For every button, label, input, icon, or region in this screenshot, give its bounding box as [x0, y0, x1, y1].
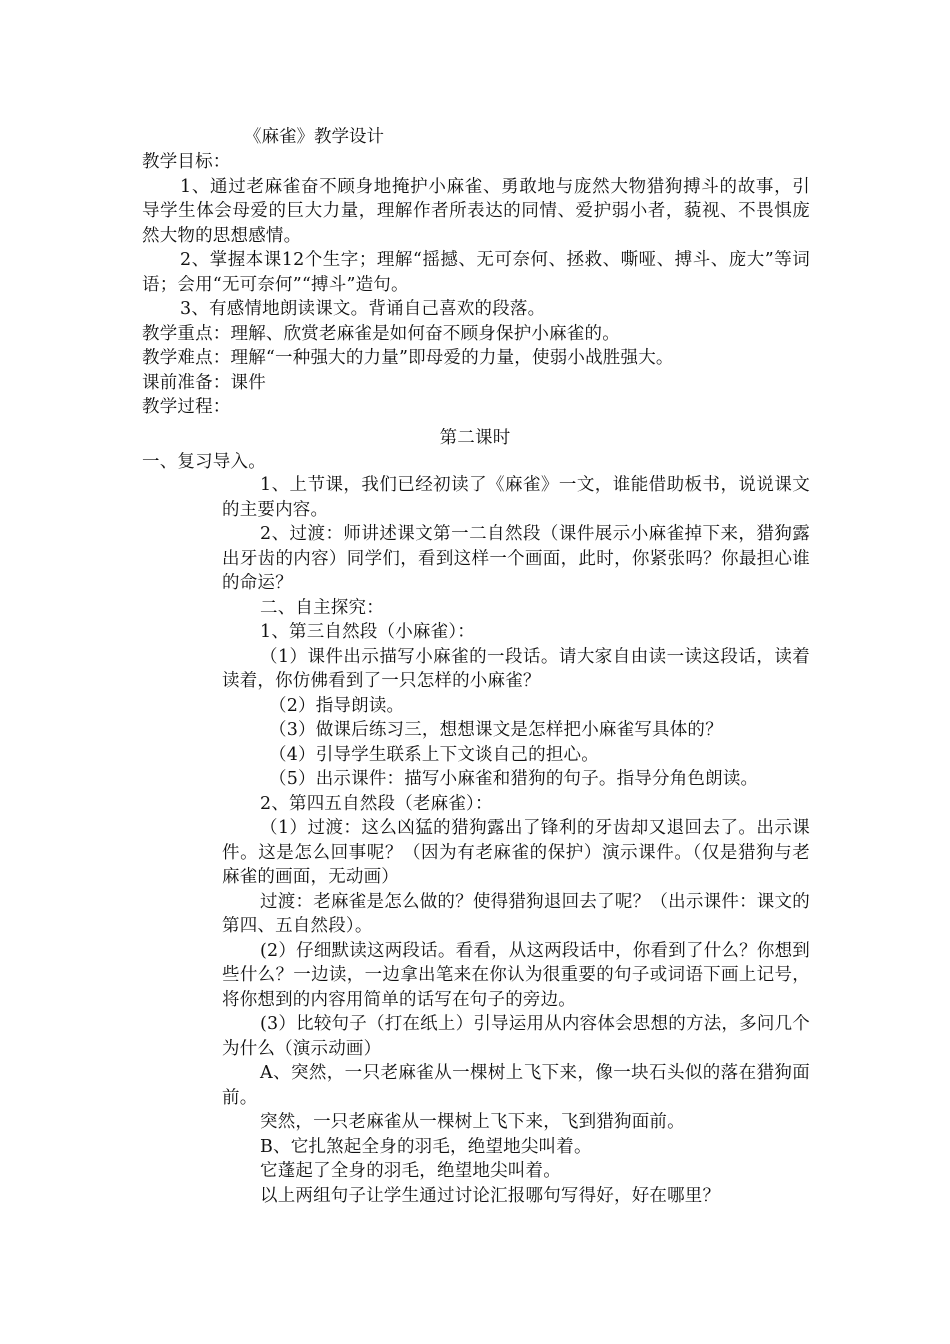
title-text: 《麻雀》教学设计 — [244, 127, 384, 147]
section-2-heading: 二、自主探究： — [260, 597, 384, 618]
lesson-heading: 第二课时 — [439, 428, 511, 448]
teaching-goals-section — [142, 150, 810, 420]
item-1-3: （3）做课后练习三，想想课文是怎样把小麻雀写具体的？ — [269, 720, 723, 740]
document-title — [0, 124, 950, 150]
preparation: 课前准备：课件 — [142, 372, 266, 393]
sentence-b1: B、它扎煞起全身的羽毛，绝望地尖叫着。 — [260, 1136, 592, 1157]
difficulty: 教学难点：理解“一种强大的力量”即母爱的力量，使弱小战胜强大。 — [142, 348, 674, 368]
goals-heading: 教学目标： — [142, 152, 231, 172]
lesson-body — [222, 473, 810, 1208]
goal-2: 2、掌握本课12个生字；理解“摇撼、无可奈何、拯救、嘶哑、搏斗、庞大”等词语；会用“无可奈何”“搏斗”造句。 — [142, 250, 810, 295]
subsection-1-heading: 1、第三自然段（小麻雀）： — [260, 622, 475, 642]
item-1-5: （5）出示课件：描写小麻雀和猎狗的句子。指导分角色朗读。 — [269, 769, 759, 789]
item-2-2: (2）仔细默读这两段话。看看，从这两段话中，你看到了什么？你想到些什么？一边读，一边拿出笔来在你认为很重要的句子或词语下画上记号，将你想到的内容用简单的话写在句子的旁边。 — [222, 940, 810, 1010]
item-2-3: (3）比较句子（打在纸上）引导运用从内容体会思想的方法，多问几个为什么（演示动画） — [222, 1014, 810, 1059]
paragraph-2: 2、过渡：师讲述课文第一二自然段（课件展示小麻雀掉下来，猎狗露出牙齿的内容）同学们，看到这样一个画面，此时，你紧张吗？你最担心谁的命运？ — [222, 524, 810, 593]
goal-3: 3、有感情地朗读课文。背诵自己喜欢的段落。 — [180, 299, 546, 319]
item-1-4: （4）引导学生联系上下文谈自己的担心。 — [269, 744, 599, 765]
section-1-heading: 一、复习导入。 — [142, 452, 266, 472]
sentence-a1: A、突然，一只老麻雀从一棵树上飞下来，像一块石头似的落在猎狗面前。 — [222, 1063, 810, 1108]
item-1-1: （1）课件出示描写小麻雀的一段话。请大家自由读一读这段话，读着读着，你仿佛看到了一只怎样的小麻雀？ — [222, 646, 810, 691]
item-1-2: （2）指导朗读。 — [269, 695, 405, 716]
subsection-2-heading: 2、第四五自然段（老麻雀）： — [260, 793, 493, 814]
goal-1: 1、通过老麻雀奋不顾身地掩护小麻雀、勇敢地与庞然大物猎狗搏斗的故事，引导学生体会母爱的巨大力量，理解作者所表达的同情、爱护弱小者，藐视、不畏惧庞然大物的思想感情。 — [142, 176, 810, 246]
key-point: 教学重点：理解、欣赏老麻雀是如何奋不顾身保护小麻雀的。 — [142, 323, 620, 344]
sentence-b2: 它蓬起了全身的羽毛，绝望地尖叫着。 — [260, 1161, 561, 1181]
sentence-a2: 突然，一只老麻雀从一棵树上飞下来，飞到猎狗面前。 — [260, 1112, 685, 1132]
item-2-1: （1）过渡：这么凶猛的猎狗露出了锋利的牙齿却又退回去了。出示课件。这是怎么回事呢？（因为有老麻雀的保护）演示课件。（仅是猎狗与老麻雀的画面，无动画） — [222, 818, 810, 887]
process-heading: 教学过程： — [142, 397, 231, 417]
item-2-transition: 过渡：老麻雀是怎么做的？使得猎狗退回去了呢？（出示课件：课文的第四、五自然段）。 — [222, 891, 810, 936]
discussion-prompt: 以上两组句子让学生通过讨论汇报哪句写得好，好在哪里？ — [260, 1185, 721, 1206]
paragraph-1: 1、上节课，我们已经初读了《麻雀》一文，谁能借助板书，说说课文的主要内容。 — [222, 475, 810, 520]
